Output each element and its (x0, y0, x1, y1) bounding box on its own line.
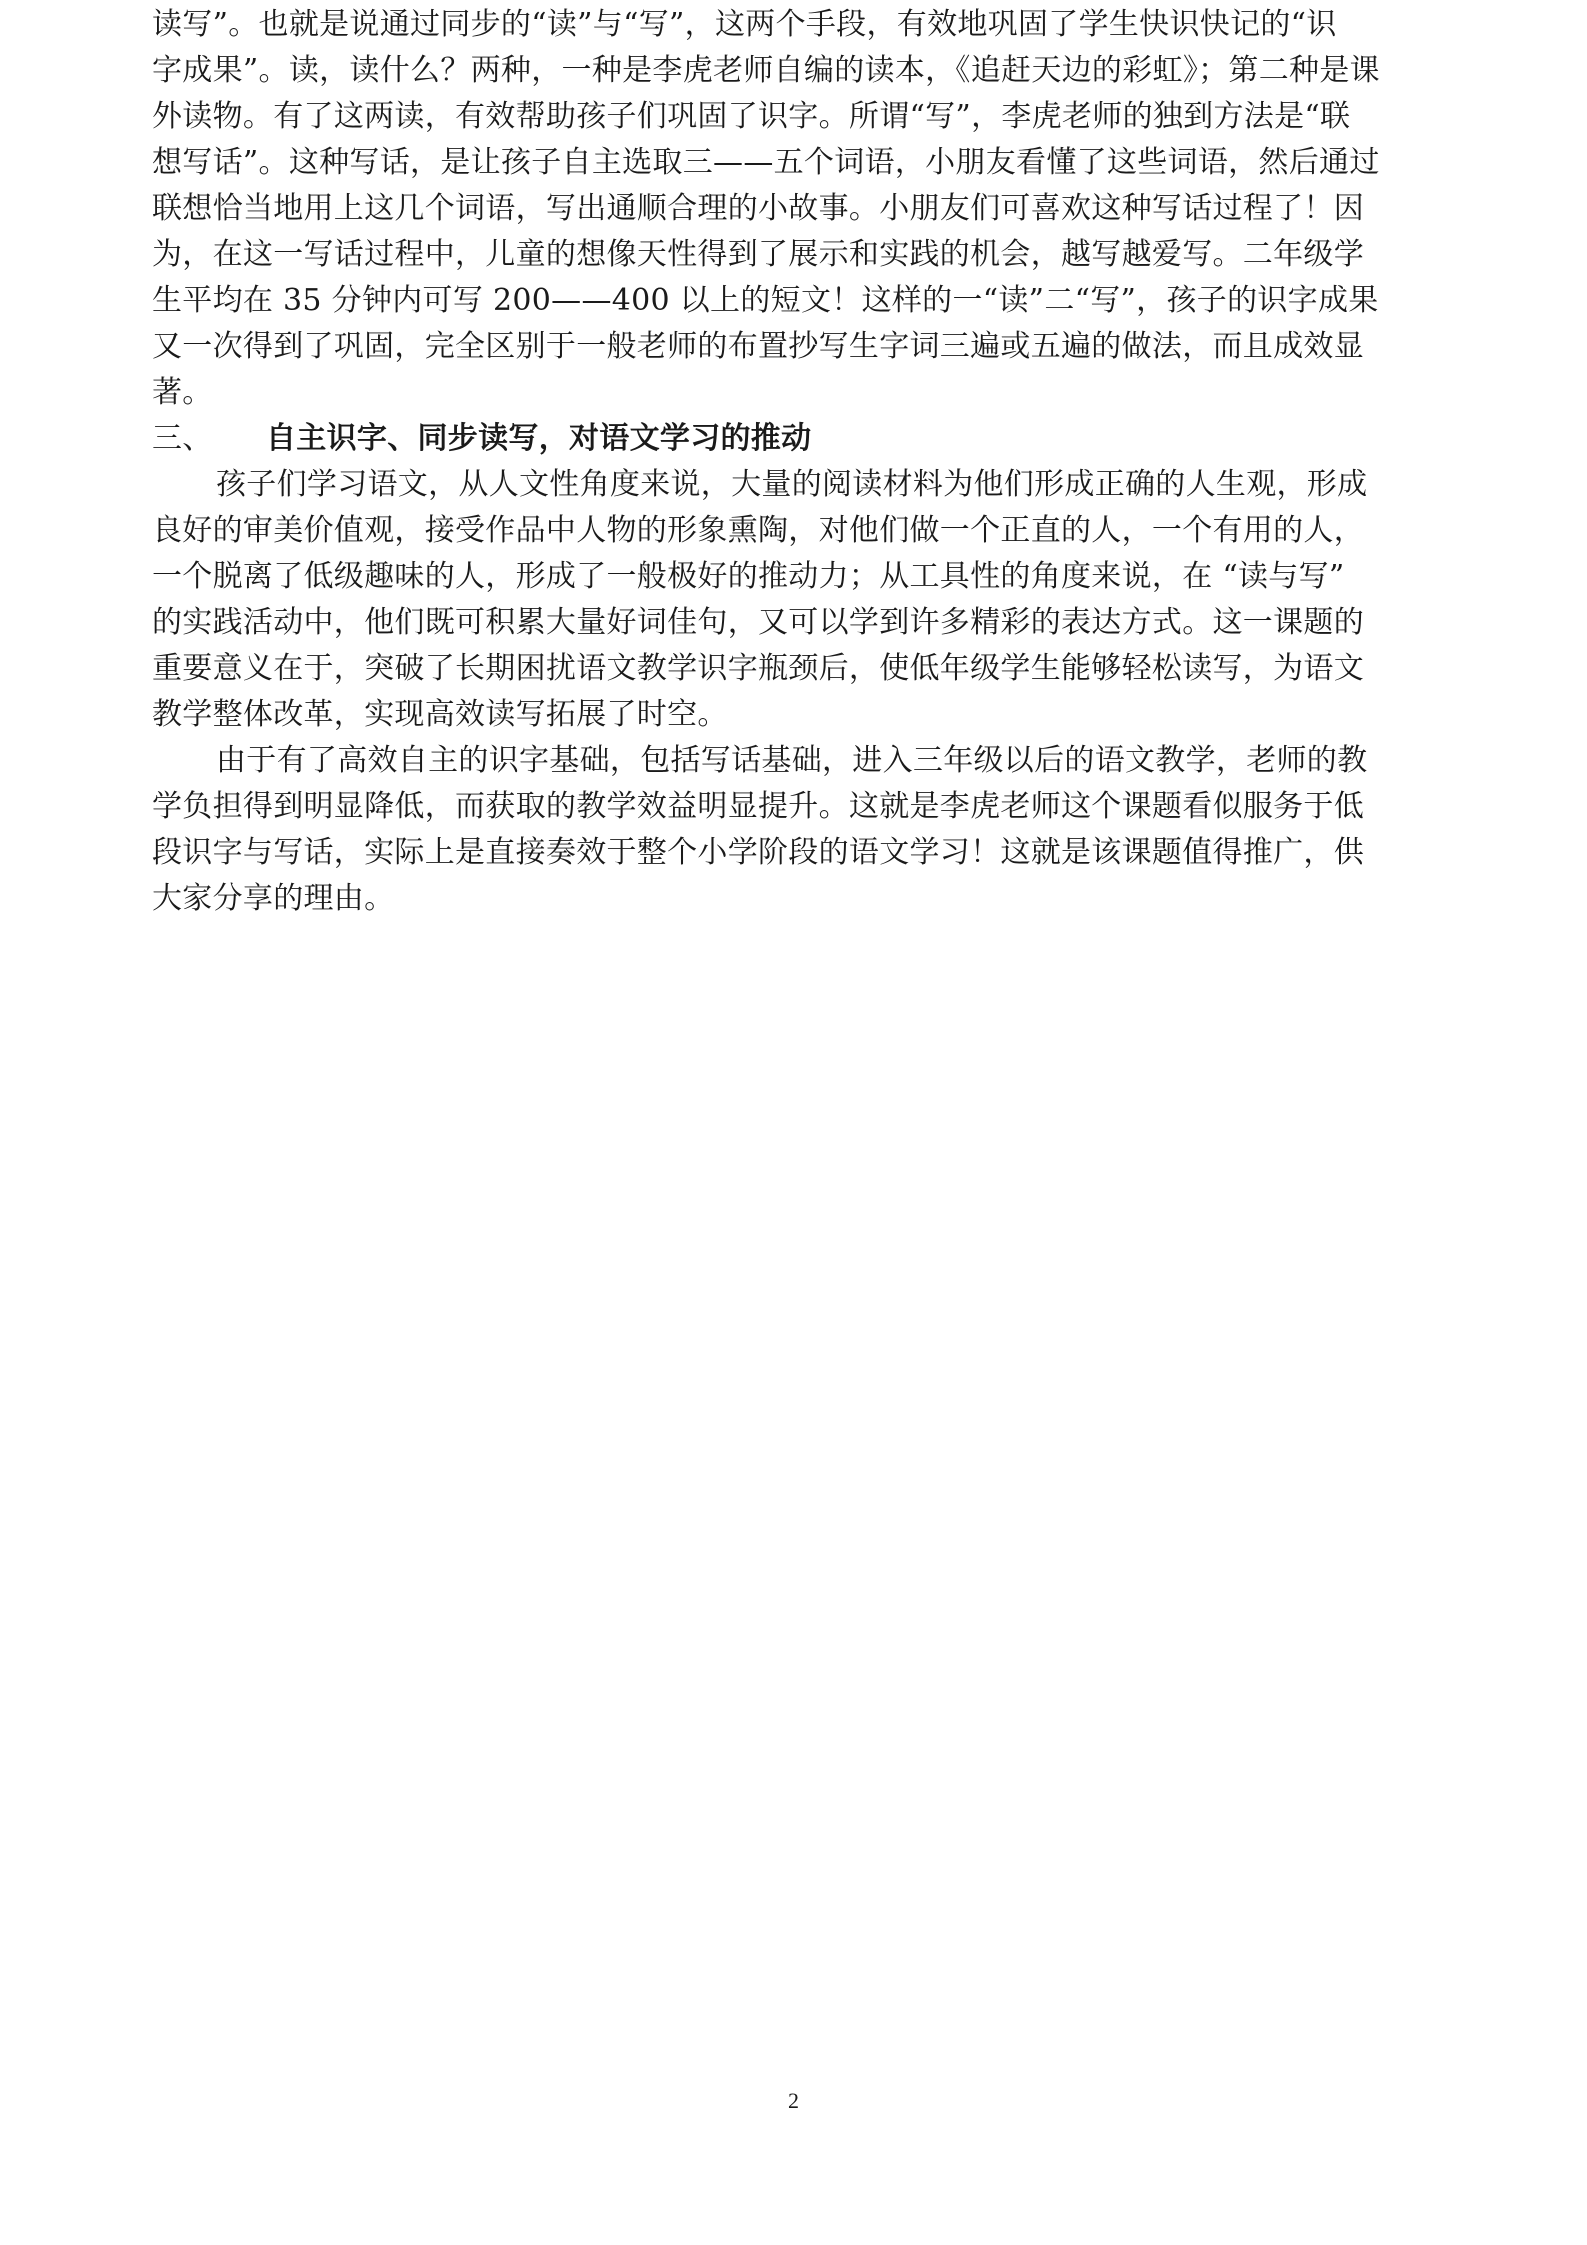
text-line: 著。 (152, 375, 213, 410)
text-line: 重要意义在于，突破了长期困扰语文教学识字瓶颈后，使低年级学生能够轻松读写，为语文 (152, 651, 1364, 686)
text-line: 大家分享的理由。 (152, 881, 395, 916)
text-line: 良好的审美价值观，接受作品中人物的形象熏陶，对他们做一个正直的人，一个有用的人， (152, 513, 1364, 548)
text-line: 的实践活动中，他们既可积累大量好词佳句，又可以学到许多精彩的表达方式。这一课题的 (152, 605, 1364, 640)
text-line: 联想恰当地用上这几个词语，写出通顺合理的小故事。小朋友们可喜欢这种写话过程了！因 (152, 191, 1364, 226)
text-line: 由于有了高效自主的识字基础，包括写话基础，进入三年级以后的语文教学，老师的教 (216, 743, 1368, 778)
text-line: 字成果”。读，读什么？两种，一种是李虎老师自编的读本，《追赶天边的彩虹》；第二种是课 (152, 53, 1380, 88)
text-line: 孩子们学习语文，从人文性角度来说，大量的阅读材料为他们形成正确的人生观，形成 (216, 467, 1368, 502)
text-line: 又一次得到了巩固，完全区别于一般老师的布置抄写生字词三遍或五遍的做法，而且成效显 (152, 329, 1364, 364)
text-line: 学负担得到明显降低，而获取的教学效益明显提升。这就是李虎老师这个课题看似服务于低 (152, 789, 1364, 824)
page-number: 2 (788, 2088, 799, 2113)
section-number: 三、 (152, 421, 213, 456)
text-line: 教学整体改革，实现高效读写拓展了时空。 (152, 697, 728, 732)
section-title: 自主识字、同步读写，对语文学习的推动 (266, 421, 812, 456)
text-line: 生平均在 35 分钟内可写 200——400 以上的短文！这样的一“读”二“写”，孩子的识字成果 (152, 283, 1379, 318)
text-line: 读写”。也就是说通过同步的“读”与“写”，这两个手段，有效地巩固了学生快识快记的“识 (152, 7, 1337, 42)
text-line: 一个脱离了低级趣味的人，形成了一般极好的推动力；从工具性的角度来说，在 “读与写” (152, 559, 1345, 594)
text-line: 段识字与写话，实际上是直接奏效于整个小学阶段的语文学习！这就是该课题值得推广，供 (152, 835, 1364, 870)
text-line: 想写话”。这种写话，是让孩子自主选取三——五个词语，小朋友看懂了这些词语，然后通过 (152, 145, 1380, 180)
text-line: 外读物。有了这两读，有效帮助孩子们巩固了识字。所谓“写”，李虎老师的独到方法是“联 (152, 99, 1351, 134)
text-line: 为，在这一写话过程中，儿童的想像天性得到了展示和实践的机会，越写越爱写。二年级学 (152, 237, 1364, 272)
section-heading (152, 416, 811, 462)
